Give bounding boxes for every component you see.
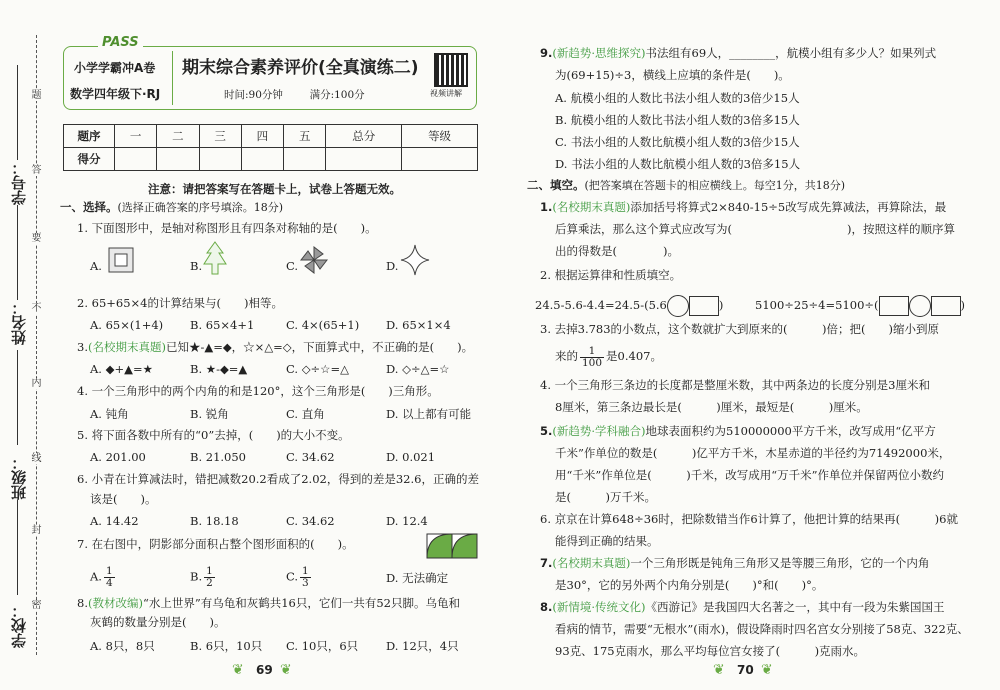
grade-label: 数学四年级下·RJ (70, 87, 161, 101)
option-b[interactable]: B. 6只，10只 (190, 639, 263, 653)
question-tag: (教材改编) (87, 596, 143, 610)
question-number: 7. (540, 556, 553, 570)
denominator: 3 (302, 577, 309, 589)
question-tag: (新趋势·学科融合) (552, 424, 646, 438)
right-page (515, 0, 990, 690)
fraction (104, 566, 115, 589)
table-cell: 得分 (64, 148, 115, 171)
question-1: 1. 下面图形中，是轴对称图形且有四条对称轴的是( )。 (77, 221, 377, 235)
option-d[interactable]: D. 书法小组的人数比航模小组人数的3倍多15人 (555, 157, 801, 171)
option-d[interactable]: D. 以上都有可能 (386, 407, 472, 421)
close-paren: ) (960, 298, 966, 312)
section2-title: 二、填空。 (527, 178, 585, 192)
option-b[interactable]: B. 航模小组的人数比书法小组人数的3倍多15人 (555, 113, 800, 127)
option-a[interactable]: A. 航模小组的人数比书法小组人数的3倍少15人 (555, 91, 800, 105)
option-c[interactable]: C. (286, 259, 299, 273)
table-cell: 二 (157, 125, 199, 148)
denominator: 100 (582, 356, 603, 369)
name-label: 姓名： (10, 300, 28, 345)
score-cell[interactable] (115, 148, 157, 171)
fill-question-5 (540, 424, 936, 438)
question-tag: (新趋势·思维探究) (552, 46, 646, 60)
option-a[interactable] (90, 566, 117, 589)
question-tag: (名校期末真题) (552, 556, 631, 570)
question-text: 已知★-▲=◆，☆×△=◇，下面算式中，不正确的是( )。 (165, 340, 474, 354)
fill-equation-2 (755, 294, 965, 317)
shaded-area-figure (426, 533, 478, 559)
seal-char: 不 (31, 303, 42, 314)
question-tag: (新情境·传统文化) (552, 600, 646, 614)
fill-question-3-line2 (555, 344, 662, 369)
score-cell[interactable] (326, 148, 402, 171)
school-line (17, 500, 18, 595)
fill-question-8 (540, 600, 945, 614)
seal-char: 线 (31, 453, 42, 464)
fill-question-3: 3. 去掉3.783的小数点，这个数就扩大到原来的( )倍；把( )缩小到原 (540, 322, 939, 336)
option-b[interactable]: B. 21.050 (190, 450, 247, 464)
fill-question-5-line2: 千米”作单位的数是( )亿平方千米，木星赤道的半径约为71492000米， (555, 446, 951, 460)
binding-margin (0, 0, 60, 690)
question-text: “水上世界”有乌龟和灰鹤共16只，它们一共有52只脚。乌龟和 (142, 596, 460, 610)
option-d[interactable]: D. 65×1×4 (386, 318, 451, 332)
name-line (17, 205, 18, 300)
table-cell: 五 (284, 125, 326, 148)
option-b[interactable]: B. 18.18 (190, 514, 239, 528)
option-c[interactable] (286, 566, 313, 589)
exam-meta (224, 87, 365, 102)
option-d[interactable]: D. 0.021 (386, 450, 436, 464)
section2-note: (把答案填在答题卡的相应横线上。每空1分，共18分) (584, 179, 846, 192)
fill-question-5-line3: 用“千米”作单位是( )千米，改写成用“万千米”作单位并保留两位小数约 (555, 468, 944, 482)
question-6-line2: 该是( )。 (90, 492, 157, 506)
numerator: 1 (206, 565, 213, 577)
number-blank[interactable] (879, 296, 909, 316)
option-c[interactable]: C. 书法小组的人数比航模小组人数的3倍少15人 (555, 135, 800, 149)
question-text: 《西游记》是我国四大名著之一，其中有一段为朱紫国国王 (645, 600, 945, 614)
question-8 (77, 596, 460, 610)
option-c[interactable]: C. 34.62 (286, 514, 335, 528)
qr-label: 视频讲解 (430, 89, 462, 98)
table-cell: 四 (241, 125, 283, 148)
option-d[interactable]: D. (386, 259, 399, 273)
question-text: 一个三角形既是钝角三角形又是等腰三角形，它的一个内角 (630, 556, 930, 570)
fill-question-8-line2: 看病的情节，需要“无根水”(雨水)，假设降雨时四名宫女分别接了58克、322克、 (555, 622, 969, 636)
option-d[interactable]: D. 12.4 (386, 514, 428, 528)
option-a[interactable]: A. 钝角 (90, 407, 129, 421)
class-label: 班级： (10, 455, 28, 500)
fill-question-1-line3: 出的得数是( )。 (555, 244, 679, 258)
question-2: 2. 65+65×4的计算结果与( )相等。 (77, 296, 283, 310)
fill-question-1 (540, 200, 946, 214)
question-text: 是0.407。 (606, 349, 662, 363)
question-text: 书法组有69人，________，航模小组有多少人？如果列式 (645, 46, 937, 60)
question-text: 地球表面积约为510000000平方千米，改写成用“亿平方 (645, 424, 936, 438)
option-a[interactable]: A. 65×(1+4) (90, 318, 164, 332)
class-line (17, 350, 18, 445)
seal-line (36, 35, 37, 655)
seal-char: 内 (31, 378, 42, 389)
number-blank[interactable] (931, 296, 961, 316)
option-letter: A. (90, 569, 102, 584)
sprout-icon: ❦ (280, 662, 292, 678)
option-a[interactable]: A. 201.00 (90, 450, 146, 464)
close-paren: ) (718, 298, 724, 312)
tree-shape (202, 241, 228, 275)
four-point-star-shape (400, 244, 430, 276)
section1-heading (60, 200, 283, 215)
fraction (580, 346, 604, 369)
fill-question-2: 2. 根据运算律和性质填空。 (540, 268, 682, 282)
option-b[interactable]: B. 65×4+1 (190, 318, 255, 332)
fraction (300, 566, 311, 589)
option-letter: C. (286, 569, 299, 584)
option-d[interactable]: D. 12只，4只 (386, 639, 459, 653)
sprout-icon: ❦ (761, 662, 773, 678)
option-a[interactable]: A. ◆+▲=★ (90, 362, 153, 376)
question-number: 1. (540, 200, 553, 214)
equation-text: 24.5-5.6-4.4=24.5-(5.6 (535, 298, 667, 312)
option-a[interactable]: A. 14.42 (90, 514, 139, 528)
seal-char: 题 (31, 90, 42, 101)
option-c[interactable]: C. 4×(65+1) (286, 318, 360, 332)
table-cell: 一 (115, 125, 157, 148)
score-cell[interactable] (157, 148, 199, 171)
equation-text: 5100÷25÷4=5100÷( (755, 298, 879, 312)
student-id-line (17, 65, 18, 160)
option-a[interactable]: A. (90, 259, 102, 273)
question-4: 4. 一个三角形中的两个内角的和是120°，这个三角形是( )三角形。 (77, 384, 439, 398)
school-label: 学校： (10, 603, 28, 648)
table-cell: 总分 (326, 125, 402, 148)
notice-text: 注意：请把答案写在答题卡上，试卷上答题无效。 (148, 182, 401, 196)
denominator: 2 (206, 577, 213, 589)
option-d[interactable]: D. ◇÷△=☆ (386, 362, 450, 376)
question-number: 5. (540, 424, 553, 438)
sprout-icon: ❦ (713, 662, 725, 678)
question-tag: (名校期末真题) (87, 340, 166, 354)
option-c[interactable]: C. 10只，6只 (286, 639, 359, 653)
question-8-line2: 灰鹤的数量分别是( )。 (90, 615, 226, 629)
question-5: 5. 将下面各数中所有的“0”去掉，( )的大小不变。 (77, 428, 350, 442)
fill-question-7 (540, 556, 929, 570)
fraction (204, 566, 215, 589)
sprout-icon: ❦ (232, 662, 244, 678)
option-a[interactable]: A. 8只，8只 (90, 639, 155, 653)
option-b[interactable] (190, 566, 217, 589)
section1-note: (选择正确答案的序号填涂。18分) (117, 201, 284, 214)
exam-time: 时间:90分钟 (224, 89, 283, 101)
option-b[interactable]: B. 锐角 (190, 407, 229, 421)
seal-char: 答 (31, 165, 42, 176)
option-b[interactable]: B. ★-◆=▲ (190, 362, 248, 376)
operator-blank[interactable] (667, 295, 689, 317)
question-7: 7. 在右图中，阴影部分面积占整个图形面积的( )。 (77, 537, 354, 551)
exam-header (63, 35, 477, 110)
fill-question-4-line2: 8厘米，第三条边最长是( )厘米，最短是( )厘米。 (555, 400, 868, 414)
qr-code-icon[interactable] (434, 53, 468, 87)
number-blank[interactable] (689, 296, 719, 316)
question-number: 3. (77, 340, 88, 354)
question-number: 9. (540, 46, 553, 60)
option-c[interactable]: C. 直角 (286, 407, 325, 421)
score-cell[interactable] (241, 148, 283, 171)
seal-char: 要 (31, 233, 42, 244)
seal-char: 封 (31, 525, 42, 536)
series-name: 小学学霸冲A卷 (74, 61, 156, 75)
fill-question-6: 6. 京京在计算648÷36时，把除数错当作6计算了，他把计算的结果再( )6就 (540, 512, 958, 526)
fill-question-7-line2: 是30°，它的另外两个内角分别是( )°和( )°。 (555, 578, 824, 592)
question-6-line1: 6. 小青在计算减法时，错把减数20.2看成了2.02，得到的差是32.6，正确的差 (77, 472, 479, 486)
student-id-label: 学号： (10, 160, 28, 205)
pinwheel-shape (300, 246, 328, 274)
table-row (64, 148, 478, 171)
option-letter: B. (190, 569, 203, 584)
exam-title: 期末综合素养评价(全真演练二) (182, 58, 419, 78)
option-b[interactable]: B. (190, 259, 203, 273)
numerator: 1 (302, 565, 309, 577)
square-frame-shape (108, 247, 134, 273)
option-c[interactable]: C. ◇÷☆=△ (286, 362, 349, 376)
fill-equation-1 (535, 294, 723, 317)
question-tag: (名校期末真题) (552, 200, 631, 214)
header-divider (172, 51, 173, 105)
denominator: 4 (105, 577, 113, 589)
table-cell: 题序 (64, 125, 115, 148)
score-cell[interactable] (402, 148, 478, 171)
operator-blank[interactable] (909, 295, 931, 317)
table-cell: 三 (199, 125, 241, 148)
fill-question-8-line3: 93克、175克雨水，那么平均每位宫女接了( )克雨水。 (555, 644, 866, 658)
left-page (60, 0, 500, 690)
score-cell[interactable] (284, 148, 326, 171)
question-text: 来的 (555, 349, 578, 363)
page-number-left: 69 (256, 663, 273, 677)
question-number: 8. (540, 600, 553, 614)
section2-heading (527, 178, 845, 193)
seal-char: 密 (31, 600, 42, 611)
section1-title: 一、选择。 (60, 200, 118, 214)
score-cell[interactable] (199, 148, 241, 171)
fill-question-6-line2: 能得到正确的结果。 (555, 534, 659, 548)
fill-question-1-line2: 后算乘法，那么这个算式应改写为( )，按照这样的顺序算 (555, 222, 955, 236)
score-table (63, 124, 478, 171)
exam-full-score: 满分:100分 (309, 89, 365, 101)
question-9 (540, 46, 936, 60)
table-cell: 等级 (402, 125, 478, 148)
table-row (64, 125, 478, 148)
question-number: 8. (77, 596, 88, 610)
question-9-line2: 为(69+15)÷3，横线上应填的条件是( )。 (555, 68, 790, 82)
page-number-right: 70 (737, 663, 754, 677)
fill-question-4: 4. 一个三角形三条边的长度都是整厘米数，其中两条边的长度分别是3厘米和 (540, 378, 930, 392)
question-text: 添加括号将算式2×840-15÷5改写成先算减法，再算除法，最 (630, 200, 947, 214)
numerator: 1 (105, 565, 113, 577)
numerator: 1 (580, 346, 604, 358)
pass-logo: PASS (98, 35, 143, 50)
option-c[interactable]: C. 34.62 (286, 450, 335, 464)
option-d[interactable]: D. 无法确定 (386, 571, 449, 585)
fill-question-5-line4: 是( )万千米。 (555, 490, 656, 504)
question-3 (77, 340, 473, 354)
